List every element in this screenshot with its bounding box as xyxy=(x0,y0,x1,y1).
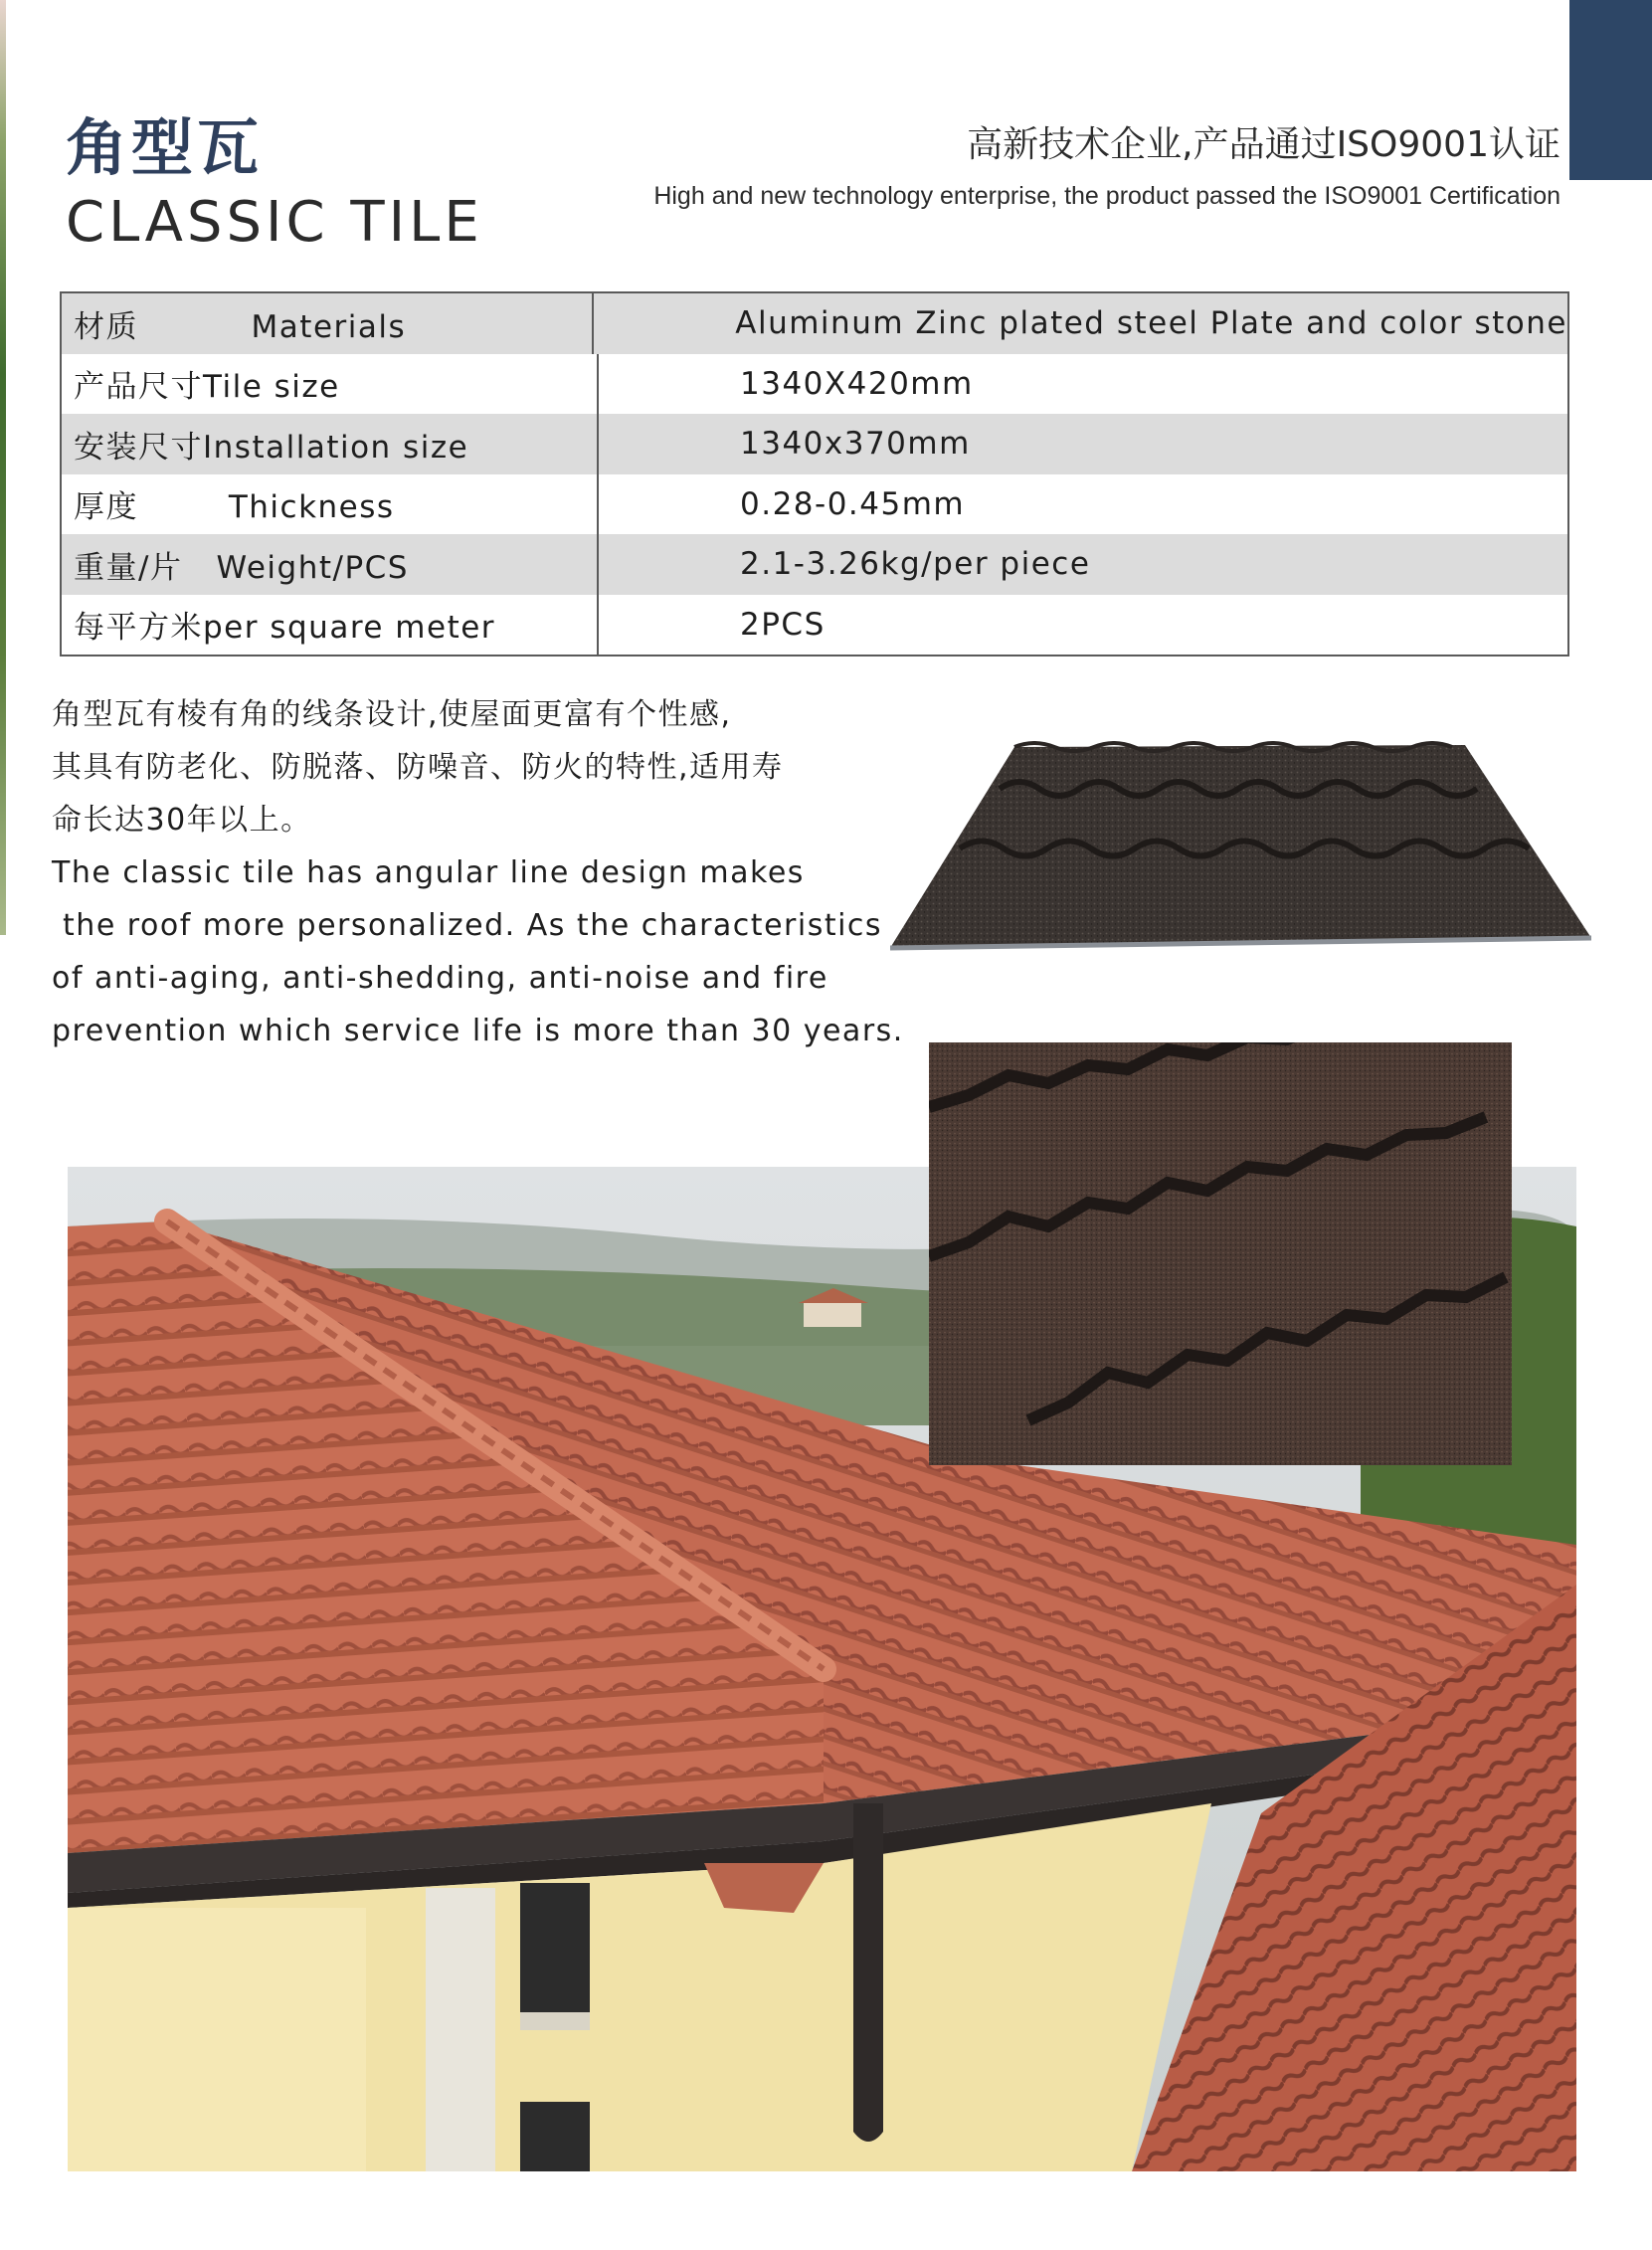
description-en-line: prevention which service life is more than 30 years. xyxy=(52,1014,904,1048)
description-cn-line: 命长达30年以上。 xyxy=(52,803,312,838)
page-title-cn: 角型瓦 xyxy=(66,111,264,184)
spec-value: 0.28-0.45mm xyxy=(740,485,966,522)
spec-value: 1340x370mm xyxy=(740,426,971,463)
spec-row-weight xyxy=(62,534,1567,595)
spec-label: 厚度 Thickness xyxy=(62,474,599,535)
spec-row-per-square-meter xyxy=(62,595,1567,656)
spec-value: 2PCS xyxy=(740,606,826,643)
spec-label: 重量/片 Weight/PCS xyxy=(62,534,599,595)
spec-row-materials xyxy=(62,293,1567,354)
spec-table xyxy=(60,291,1569,656)
spec-value: 2.1-3.26kg/per piece xyxy=(740,546,1091,583)
spec-row-installation-size xyxy=(62,414,1567,474)
description-en-line: of anti-aging, anti-shedding, anti-noise and fire xyxy=(52,961,828,996)
spec-row-tile-size xyxy=(62,354,1567,415)
description-cn-line: 其具有防老化、防脱落、防噪音、防火的特性,适用寿 xyxy=(52,750,784,785)
description-cn-line: 角型瓦有棱有角的线条设计,使屋面更富有个性感, xyxy=(52,697,732,732)
tile-closeup-image xyxy=(929,1042,1512,1465)
page-title-en: CLASSIC TILE xyxy=(66,190,483,255)
product-description xyxy=(52,688,907,1057)
spec-label: 安装尺寸Installation size xyxy=(62,414,599,474)
tagline-en: High and new technology enterprise, the product passed the ISO9001 Certification xyxy=(653,182,1560,210)
description-en-line: The classic tile has angular line design makes xyxy=(52,855,805,890)
description-en-line: the roof more personalized. As the characteristics xyxy=(52,908,883,943)
spec-label: 材质 Materials xyxy=(62,293,594,354)
tagline-cn: 高新技术企业,产品通过ISO9001认证 xyxy=(967,124,1560,165)
left-edge-photo-strip xyxy=(0,0,6,935)
spec-value: Aluminum Zinc plated steel Plate and color stone xyxy=(735,305,1567,342)
tile-product-image xyxy=(890,741,1591,962)
spec-row-thickness xyxy=(62,474,1567,535)
spec-label: 产品尺寸Tile size xyxy=(62,354,599,415)
corner-accent-block xyxy=(1569,0,1652,180)
spec-value: 1340X420mm xyxy=(740,365,974,402)
spec-label: 每平方米per square meter xyxy=(62,595,599,656)
